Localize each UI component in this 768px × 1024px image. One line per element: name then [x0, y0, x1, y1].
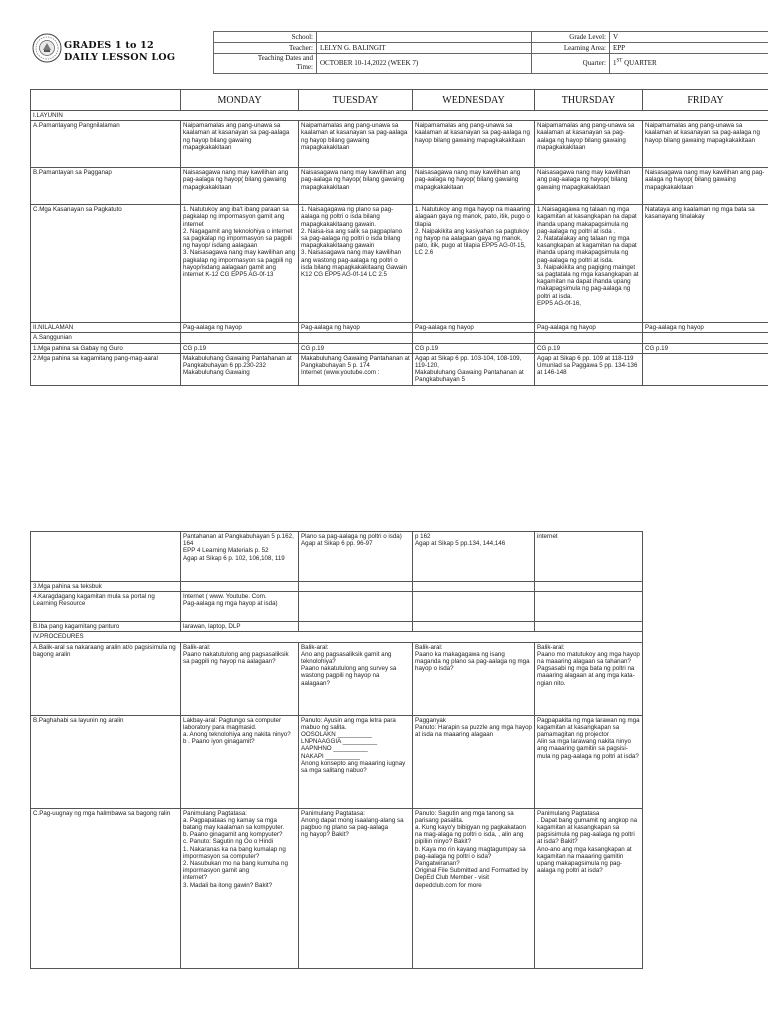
lesson-cell [535, 592, 643, 622]
lesson-cell [413, 592, 535, 622]
lesson-cell: Naipamamalas ang pang-unawa sa kaalaman at kasanayan sa pag-aalaga ng hayop bilang gawaing mapagkakakitaan [299, 121, 413, 168]
table-row [31, 592, 643, 622]
lesson-cell: Agap at Sikap 6 pp. 109 at 118-119 Umunlad sa Paggawa 5 pp. 134-136 at 146-148 [535, 353, 643, 385]
school-label: School: [214, 32, 317, 43]
table-row [31, 808, 643, 968]
lesson-cell: Internet ( www. Youtube. Com. Pag-aalaga ng mga hayop at isda) [181, 592, 299, 622]
day-header-friday: FRIDAY [643, 90, 768, 111]
lesson-cell: 1. Natutukoy ang mga hayop na maaaring alagaan gaya ng manok, pato, itik, pugo o tilapia 2. Naipakikita ang kasiyahan sa pagtukoy ng hayop na aalagaan gaya ng manok, pato, itik, pugo at tilapia EPP5 AG-0f-15, LC 2.6 [413, 205, 535, 323]
lesson-cell [413, 622, 535, 632]
lesson-cell: Makabuluhang Gawaing Pantahanan at Pangkabuhayan 6 pp.230-232 Makabuluhang Gawaing [181, 353, 299, 385]
table-row [31, 205, 768, 323]
lesson-cell [643, 353, 768, 385]
lesson-cell: CG p.19 [413, 343, 535, 353]
row-label: B.Paghahabi sa layunin ng aralin [31, 715, 181, 808]
table-row [31, 333, 768, 343]
title-line-2: DAILY LESSON LOG [64, 52, 176, 63]
teaching-dates-label [214, 54, 317, 74]
lesson-log-table-page-1 [30, 89, 768, 386]
row-label: C.Mga Kasanayan sa Pagkatuto [31, 205, 181, 323]
lesson-cell: Agap at Sikap 6 pp. 103-104, 108-109, 119-120, Makabuluhang Gawaing Pantahanan at Pangkabuhayan 5 [413, 353, 535, 385]
grade-level-label: Grade Level: [532, 32, 610, 43]
lesson-cell: Panimulang Pagtatasa: Anong dapat mong isaalang-alang sa pagbuo ng plano sa pag-aalaga ng hayop? Bakit? [299, 808, 413, 968]
lesson-cell: Pag-aalaga ng hayop [181, 323, 299, 333]
table-row [31, 642, 643, 715]
lesson-cell [535, 582, 643, 592]
lesson-cell: Lakbay-aral: Pagtungo sa computer laboratory para magmasid. a. Anong teknolohiya ang nakita ninyo? b . Paano iyon ginagamit? [181, 715, 299, 808]
row-label [31, 532, 181, 582]
row-label: 3.Mga pahina sa teksbuk [31, 582, 181, 592]
row-label: B.Pamantayan sa Pagganap [31, 168, 181, 205]
row-label: II.NILALAMAN [31, 323, 181, 333]
lesson-cell: internet [535, 532, 643, 582]
teacher-value: LELYN G. BALINGIT [317, 43, 532, 54]
lesson-cell: Pag-aalaga ng hayop [299, 323, 413, 333]
deped-seal-icon [32, 33, 62, 63]
lesson-cell [535, 333, 643, 343]
lesson-cell: Balik-aral: Paano ka makagagawa ng isang maganda ng plano sa pag-aalaga ng mga hayop o isda? [413, 642, 535, 715]
quarter-value [610, 54, 768, 74]
lesson-cell: CG p.19 [535, 343, 643, 353]
table-row [31, 111, 768, 121]
header-info-table [213, 31, 768, 74]
lesson-cell [299, 592, 413, 622]
learning-area-label: Learning Area: [532, 43, 610, 54]
lesson-cell: Pagpapakita ng mga larawan ng mga kagamitan at kasangkapan sa pamamagitan ng projector Alin sa mga larawang nakita ninyo ang maaaring gamitin sa pagsisi- mula ng pag-aalaga ng poltri at isda? [535, 715, 643, 808]
quarter-number: 1 [613, 59, 617, 67]
row-label: 1.Mga pahina sa Gabay ng Guro [31, 343, 181, 353]
day-header-row [31, 90, 768, 111]
table-row [31, 168, 768, 205]
lesson-cell: Pantahanan at Pangkabuhayan 5 p.162, 164 EPP 4 Learning Materials p. 52 Agap at Sikap 6 p. 102, 106,108, 119 [181, 532, 299, 582]
teaching-dates-label-line-1: Teaching Dates and [257, 54, 313, 62]
lesson-cell [643, 333, 768, 343]
row-label: B.Iba pang kagamitang panturo [31, 622, 181, 632]
lesson-cell: larawan, laptop, DLP [181, 622, 299, 632]
lesson-cell [299, 622, 413, 632]
lesson-cell: Pag-aalaga ng hayop [535, 323, 643, 333]
teaching-dates-value: OCTOBER 10-14,2022 (WEEK 7) [317, 54, 532, 74]
day-header-tuesday: TUESDAY [299, 90, 413, 111]
lesson-cell: Naipamamalas ang pang-unawa sa kaalaman at kasanayan sa pag-aalaga ng hayop bilang gawaing mapagkakakitaan [181, 121, 299, 168]
row-label: C.Pag-uugnay ng mga halimbawa sa bagong ralin [31, 808, 181, 968]
teacher-label: Teacher: [214, 43, 317, 54]
lesson-cell: Pagganyak Panuto: Harapin sa puzzle ang mga hayop at isda na maaaring alagaan [413, 715, 535, 808]
quarter-text: QUARTER [622, 59, 657, 67]
lesson-cell: CG p.19 [643, 343, 768, 353]
lesson-cell: Plano sa pag-aalaga ng poltri o isda) Agap at Sikap 6 pp. 96-97 [299, 532, 413, 582]
lesson-cell: Naisasagawa nang may kawilihan ang pag-aalaga ng hayop( bilang gawaing mapagkakakitaan [181, 168, 299, 205]
blank-header-cell [31, 90, 181, 111]
lesson-cell: Panuto: Ayusin ang mga letra para mabuo ng salita. OOSOLAKN __________ LNPNAAGGIA __________ AAPNHNO __________ NAKAPI __________ Anong konsepto ang maaaring iugnay sa mga salitang nabuo? [299, 715, 413, 808]
lesson-cell: Natataya ang kaalaman ng mga bata sa kasanayang tinalakay [643, 205, 768, 323]
row-label: A.Pamantayang Pangnilalaman [31, 121, 181, 168]
lesson-cell: Balik-aral: Paano nakatutulong ang pagsasaliksik sa pagpili ng hayop na aalagaan? [181, 642, 299, 715]
lesson-cell [299, 333, 413, 343]
row-label: A.Sanggunian [31, 333, 181, 343]
lesson-cell: Panimulang Pagtatasa . Dapat bang gumamit ng angkop na kagamitan at kasangkapan sa pagsisimula ng pag-aalaga ng poltri at isda? Bakit? Ano-ano ang mga kasangkapan at kagamitan na maaaring gamitin upang makapagsimula ng pag-aalaga ng poltri at isda? [535, 808, 643, 968]
row-label: A.Balik-aral sa nakaraang aralin at/o pagsisimula ng bagong aralin [31, 642, 181, 715]
lesson-cell: Makabuluhang Gawaing Pantahanan at Pangkabuhayan 5 p. 174 Internet (www.youtube.com : [299, 353, 413, 385]
lesson-log-title [64, 40, 214, 64]
lesson-cell: Naisasagawa nang may kawilihan ang pag-aalaga ng hayop( bilang gawaing mapagkakakitaan [299, 168, 413, 205]
lesson-cell: Panimulang Pagtatasa: a. Pagpapataas ng kamay sa mga batang may kaalaman sa kompyuter. b. Paano ginagamit ang kompyuter? c. Panuto: Sagutin ng Oo o Hindi 1. Nakaranas ka na bang kumalap ng impormasyon sa computer? 2. Nasubukan mo na bang kumuha ng impormasyon gamit ang internet? 3. Madali ba itong gawin? Bakit? [181, 808, 299, 968]
section-heading: IV.PROCEDURES [31, 632, 643, 642]
lesson-cell [181, 582, 299, 592]
table-row [31, 121, 768, 168]
table-row [31, 323, 768, 333]
table-row [31, 715, 643, 808]
table-row [31, 632, 643, 642]
teaching-dates-label-line-2: Time: [296, 63, 313, 71]
lesson-cell [413, 582, 535, 592]
table-row [31, 582, 643, 592]
lesson-cell: 1.Naisagagawa ng talaan ng mga kagamitan at kasangkapan na dapat ihanda upang makapagsimula ng pag-aalaga ng poltri at isda . 2. Natatalakay ang talaan ng mga kasangkapan at kagamitan na dapat ihanda upang makapagsimula ng pag-aalaga ng poltri at isda. 3. Naipakikita ang pagiging mainget sa pagtatala ng mga kasangkapan at kagamitan na dapat ihanda upang makapagsimula ng pag-aalaga ng poltri at isda. EPP5 AG-0f-16, [535, 205, 643, 323]
table-row [31, 343, 768, 353]
title-line-1: GRADES 1 to 12 [64, 40, 154, 51]
table-row [31, 353, 768, 385]
day-header-wednesday: WEDNESDAY [413, 90, 535, 111]
lesson-cell: Naisasagawa nang may kawilihan ang pag-aalaga ng hayop( bilang gawaing mapagkakakitaan [535, 168, 643, 205]
section-heading: I.LAYUNIN [31, 111, 768, 121]
lesson-cell [413, 333, 535, 343]
lesson-cell: CG p.19 [181, 343, 299, 353]
row-label: 2.Mga pahina sa kagamitang pang-mag-aaral [31, 353, 181, 385]
lesson-cell: Panuto: Sagutin ang mga tanong sa parisang pasalita. a. Kung kayo'y bibigyan ng pagkakataon na mag-alaga ng poltri o isda, , alin ang pipiliin ninyo? Bakit? b. Kaya mo rin kayang magtagumpay sa pag-aalaga ng poltri o isda? Pangatwiranan? Original File Submitted and Formatted by DepEd Club Member - visit depedclub.com for more [413, 808, 535, 968]
quarter-label: Quarter: [532, 54, 610, 74]
lesson-cell: Naipamamalas ang pang-unawa sa kaalaman at kasanayan sa pag-aalaga ng hayop bilang gawaing mapagkakakitaan [413, 121, 535, 168]
lesson-cell: Pag-aalaga ng hayop [413, 323, 535, 333]
grade-level-value: V [610, 32, 768, 43]
lesson-cell: Naipamamalas ang pang-unawa sa kaalaman at kasanayan sa pag-aalaga ng hayop bilang gawaing mapagkakakitaan [535, 121, 643, 168]
lesson-cell: 1. Naisagagawa ng plano sa pag-aalaga ng poltri o isda bilang mapagkakakitaang gawain. 2. Naisa-isa ang salik sa pagpaplano sa pag-aalaga ng poltri o isda bilang mapagkakakitaang gawain 3. Naisasagawa nang may kawilihan ang wastong pag-aalaga ng poltri o isda bilang mapagkakakitaang Gawain K12 CG EPP5 AG-0f-14 LC 2.5 [299, 205, 413, 323]
school-value [317, 32, 532, 43]
lesson-cell [299, 582, 413, 592]
table-row [31, 532, 643, 582]
learning-area-value: EPP [610, 43, 768, 54]
row-label: 4.Karagdagang kagamitan mula sa portal ng Learning Resource [31, 592, 181, 622]
lesson-cell: Naisasagawa nang may kawilihan ang pag-aalaga ng hayop( bilang gawaing mapagkakakitaan [643, 168, 768, 205]
lesson-cell: Naisasagawa nang may kawilihan ang pag-aalaga ng hayop( bilang gawaing mapagkakakitaan [413, 168, 535, 205]
lesson-cell: Balik-aral: Paano mo matutukoy ang mga hayop na maaaring alagaan sa tahanan? Pagsasabi ng mga bata ng poltri na maaaring alagaan at ang mga kata- ngian nito. [535, 642, 643, 715]
lesson-cell: Balik-aral: Ano ang pagsasaliksik gamit ang teknolohiya? Paano nakatutulong ang survey sa wastong pagpili ng hayop na aalagaan? [299, 642, 413, 715]
lesson-cell: CG p.19 [299, 343, 413, 353]
lesson-log-table-page-2 [30, 531, 643, 969]
lesson-cell: Naipamamalas ang pang-unawa sa kaalaman at kasanayan sa pag-aalaga ng hayop bilang gawaing mapagkakakitaan [643, 121, 768, 168]
lesson-cell: p 162 Agap at Sikap 5 pp.134, 144,146 [413, 532, 535, 582]
table-row [31, 622, 643, 632]
day-header-thursday: THURSDAY [535, 90, 643, 111]
day-header-monday: MONDAY [181, 90, 299, 111]
lesson-cell: 1. Natutukoy ang iba't ibang paraan sa pagkalap ng impormasyon gamit ang internet 2. Nagagamit ang teknolohiya o internet sa pagkalap ng impormasyon sa pagpili ng hayop/ isdang aalagaan 3. Naisasagawa nang may kawilihan ang pagkalap ng impormasyon sa pagpili ng hayop/isdang aalagaan gamit ang internet K-12 CG EPP5 AG-0f-13 [181, 205, 299, 323]
quarter-ordinal-suffix: ST [616, 58, 623, 64]
lesson-cell [181, 333, 299, 343]
lesson-cell: Pag-aalaga ng hayop [643, 323, 768, 333]
lesson-cell [535, 622, 643, 632]
